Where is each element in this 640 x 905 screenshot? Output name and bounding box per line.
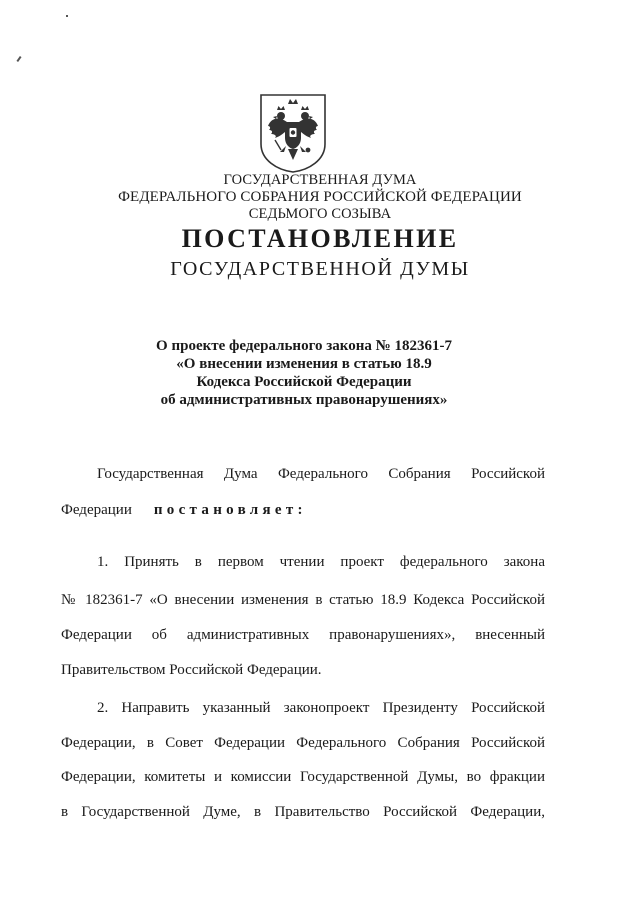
intro-start: Федерации xyxy=(61,502,132,518)
body-line: Федерации об административных правонарушениях», внесенный xyxy=(61,627,545,643)
body-line: Правительством Российской Федерации. xyxy=(61,662,322,678)
document-subtitle: ГОСУДАРСТВЕННОЙ ДУМЫ xyxy=(170,258,470,280)
subject-line: Кодекса Российской Федерации xyxy=(196,374,412,390)
subject-line: О проекте федерального закона № 182361-7 xyxy=(156,338,452,354)
scan-speck xyxy=(66,15,68,17)
header-duma: ГОСУДАРСТВЕННАЯ ДУМА xyxy=(223,172,417,188)
body-line: Государственная Дума Федерального Собрания Российской xyxy=(97,466,545,482)
scan-speck xyxy=(16,56,21,62)
subject-line: об административных правонарушениях» xyxy=(160,392,448,408)
body-line: № 182361-7 «О внесении изменения в статью 18.9 Кодекса Российской xyxy=(61,592,545,608)
document-title: ПОСТАНОВЛЕНИЕ xyxy=(181,224,459,253)
resolution-verb: постановляет: xyxy=(153,502,307,518)
body-line: Федерации, комитеты и комиссии Государственной Думы, во фракции xyxy=(61,769,545,785)
body-line xyxy=(61,501,545,519)
body-line: 1. Принять в первом чтении проект федерального закона xyxy=(97,554,545,570)
header-convocation: СЕДЬМОГО СОЗЫВА xyxy=(248,206,392,222)
body-line: 2. Направить указанный законопроект Президенту Российской xyxy=(97,700,545,716)
double-headed-eagle-icon xyxy=(257,92,329,174)
body-line: в Государственной Думе, в Правительство Российской Федерации, xyxy=(61,804,545,820)
body-line: Федерации, в Совет Федерации Федерального Собрания Российской xyxy=(61,735,545,751)
subject-line: «О внесении изменения в статью 18.9 xyxy=(176,356,432,372)
header-assembly: ФЕДЕРАЛЬНОГО СОБРАНИЯ РОССИЙСКОЙ ФЕДЕРАЦИИ xyxy=(118,189,522,205)
